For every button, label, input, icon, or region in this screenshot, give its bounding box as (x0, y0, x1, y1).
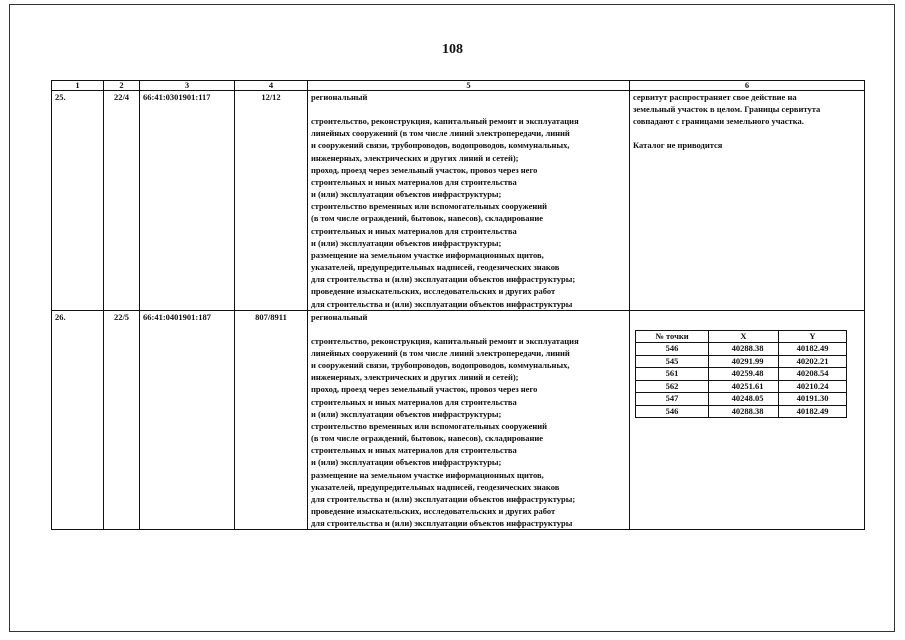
text-line: совпадают с границами земельного участка. (633, 116, 804, 127)
page-number: 108 (442, 42, 463, 57)
table-row (52, 91, 865, 311)
y-coordinate: 40210.24 (779, 380, 847, 393)
point-id: 561 (636, 368, 709, 381)
coords-row (636, 343, 847, 356)
coords-header-row (636, 330, 847, 343)
text-line: и сооружений связи, трубопроводов, водопроводов, коммунальных, (311, 140, 570, 151)
x-coordinate: 40288.38 (709, 343, 779, 356)
text-line: указателей, предупредительных надписей, геодезических знаков (311, 481, 560, 492)
y-coordinate: 40182.49 (779, 405, 847, 418)
text-line: строительство временных или вспомогательных сооружений (311, 420, 548, 431)
text-line: и (или) эксплуатации объектов инфраструктуры; (311, 457, 502, 468)
y-coordinate: 40191.30 (779, 393, 847, 406)
text-line: (в том числе ограждений, бытовок, навесов), складирование (311, 433, 544, 444)
coords-header-y: Y (779, 330, 847, 343)
header-col-4: 4 (235, 81, 308, 91)
text-line: линейных сооружений (в том числе линий электропередачи, линий (311, 128, 570, 139)
x-coordinate: 40259.48 (709, 368, 779, 381)
text-line: сервитут распространяет свое действие на (633, 92, 797, 102)
table-row (52, 310, 865, 530)
x-coordinate: 40291.99 (709, 355, 779, 368)
note-cell (630, 91, 865, 311)
text-line: строительных и иных материалов для строительства (311, 396, 517, 407)
catalog-note: Каталог не приводится (633, 140, 723, 151)
header-col-2: 2 (104, 81, 140, 91)
text-line: для строительства и (или) эксплуатации объектов инфраструктуры; (311, 493, 576, 504)
text-line: и (или) эксплуатации объектов инфраструктуры; (311, 408, 502, 419)
text-line: строительство, реконструкция, капитальный ремонт и эксплуатация (311, 335, 579, 346)
point-id: 562 (636, 380, 709, 393)
purpose-cell (308, 91, 630, 311)
header-col-3: 3 (140, 81, 235, 91)
coordinates-table (635, 330, 847, 419)
text-line: строительных и иных материалов для строительства (311, 225, 517, 236)
row-code: 22/4 (104, 91, 140, 311)
header-col-5: 5 (308, 81, 630, 91)
y-coordinate: 40202.21 (779, 355, 847, 368)
text-line: линейных сооружений (в том числе линий электропередачи, линий (311, 347, 570, 358)
text-line: строительных и иных материалов для строительства (311, 176, 517, 187)
row-number: 26. (52, 310, 104, 530)
cadastral-number: 66:41:0401901:187 (140, 310, 235, 530)
point-id: 545 (636, 355, 709, 368)
coords-cell (630, 310, 865, 530)
x-coordinate: 40251.61 (709, 380, 779, 393)
coords-header-x: X (709, 330, 779, 343)
header-col-1: 1 (52, 81, 104, 91)
purpose-text (311, 115, 626, 310)
coords-row (636, 405, 847, 418)
text-line: строительство, реконструкция, капитальный ремонт и эксплуатация (311, 116, 579, 127)
text-line: проход, проезд через земельный участок, провоз через него (311, 384, 538, 395)
servitude-kind: региональный (311, 92, 368, 102)
x-coordinate: 40288.38 (709, 405, 779, 418)
x-coordinate: 40248.05 (709, 393, 779, 406)
text-line: и (или) эксплуатации объектов инфраструктуры; (311, 237, 502, 248)
area-value: 12/12 (235, 91, 308, 311)
text-line: инженерных, электрических и других линий и сетей); (311, 372, 519, 383)
purpose-text (311, 335, 626, 530)
point-id: 547 (636, 393, 709, 406)
purpose-cell (308, 310, 630, 530)
row-number: 25. (52, 91, 104, 311)
text-line: проведение изыскательских, исследовательских и других работ (311, 506, 556, 516)
text-line: инженерных, электрических и других линий и сетей); (311, 152, 519, 163)
text-line: для строительства и (или) эксплуатации объектов инфраструктуры (311, 518, 573, 529)
text-line: строительство временных или вспомогательных сооружений (311, 201, 548, 212)
text-line: размещение на земельном участке информационных щитов, (311, 469, 544, 480)
coords-row (636, 368, 847, 381)
text-line: и сооружений связи, трубопроводов, водопроводов, коммунальных, (311, 360, 570, 371)
text-line: и (или) эксплуатации объектов инфраструктуры; (311, 189, 502, 200)
coords-row (636, 393, 847, 406)
text-line: земельный участок в целом. Границы сервитута (633, 104, 821, 115)
text-line: указателей, предупредительных надписей, геодезических знаков (311, 262, 560, 273)
coords-row (636, 380, 847, 393)
text-line: (в том числе ограждений, бытовок, навесов), складирование (311, 213, 544, 224)
text-line: размещение на земельном участке информационных щитов, (311, 249, 544, 260)
text-line: строительных и иных материалов для строительства (311, 445, 517, 456)
text-line: проведение изыскательских, исследовательских и других работ (311, 286, 556, 297)
text-line: для строительства и (или) эксплуатации объектов инфраструктуры (311, 298, 573, 309)
coords-header-point: № точки (636, 330, 709, 343)
header-row (52, 81, 865, 91)
coords-row (636, 355, 847, 368)
point-id: 546 (636, 343, 709, 356)
area-value: 807/8911 (235, 310, 308, 530)
cadastral-number: 66:41:0301901:117 (140, 91, 235, 311)
row-code: 22/5 (104, 310, 140, 530)
note-text (633, 91, 861, 127)
y-coordinate: 40208.54 (779, 368, 847, 381)
servitude-table (51, 80, 865, 530)
servitude-kind: региональный (311, 311, 368, 322)
text-line: для строительства и (или) эксплуатации объектов инфраструктуры; (311, 274, 576, 285)
point-id: 546 (636, 405, 709, 418)
text-line: проход, проезд через земельный участок, провоз через него (311, 164, 538, 175)
header-col-6: 6 (630, 81, 865, 91)
y-coordinate: 40182.49 (779, 343, 847, 356)
